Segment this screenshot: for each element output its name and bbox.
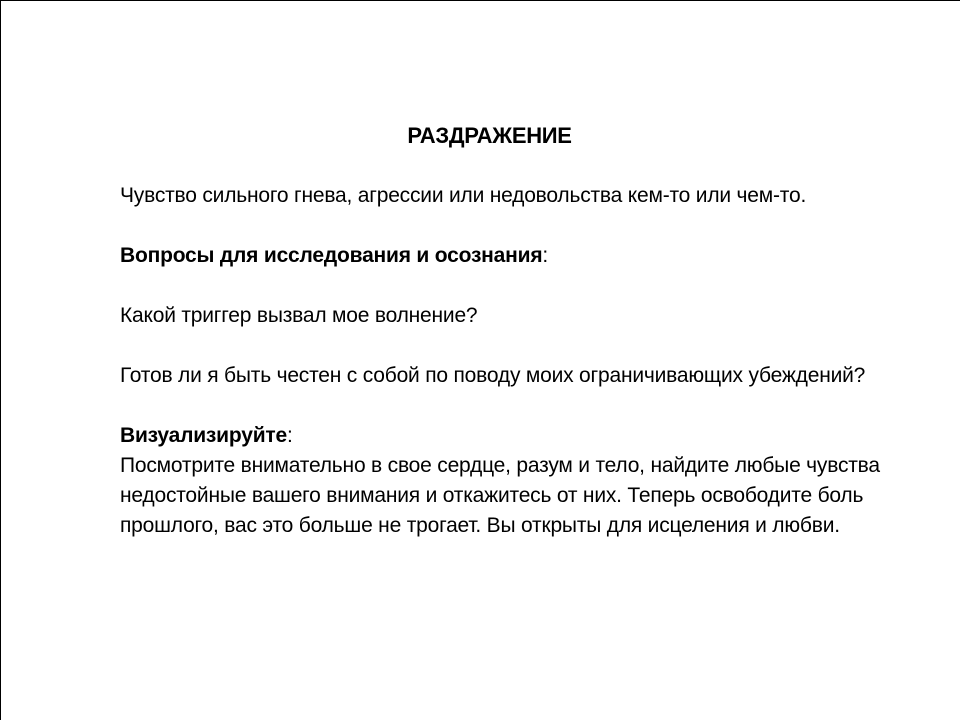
questions-heading-line bbox=[120, 241, 900, 271]
visualize-heading-line bbox=[120, 421, 900, 451]
slide-title: РАЗДРАЖЕНИЕ bbox=[407, 123, 572, 148]
definition-text: Чувство сильного гнева, агрессии или недовольства кем-то или чем-то. bbox=[120, 184, 807, 207]
slide-content bbox=[120, 181, 900, 571]
question-1: Какой триггер вызвал мое волнение? bbox=[120, 304, 478, 327]
question-2: Готов ли я быть честен с собой по поводу моих ограничивающих убеждений? bbox=[120, 364, 866, 387]
questions-heading: Вопросы для исследования и осознания bbox=[120, 244, 543, 267]
visualize-heading: Визуализируйте bbox=[120, 424, 287, 447]
visualize-text: Посмотрите внимательно в свое сердце, разум и тело, найдите любые чувства недостойные вашего внимания и откажитесь от них. Теперь освободите боль прошлого, вас это больше не трогает. Вы открыты для исцеления и любви. bbox=[120, 454, 880, 537]
visualize-heading-colon: : bbox=[286, 424, 293, 447]
questions-heading-colon: : bbox=[542, 244, 549, 267]
